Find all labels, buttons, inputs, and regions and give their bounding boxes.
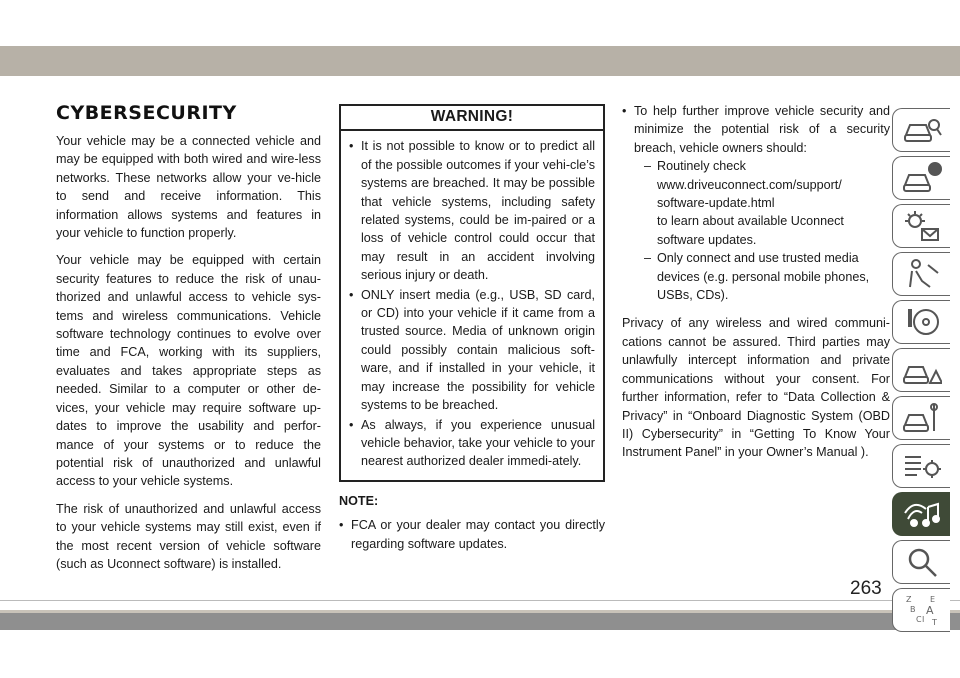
tab-airbag[interactable] <box>892 252 950 296</box>
index-icon <box>902 593 942 627</box>
paragraph-risk: The risk of unauthorized and unlawful access to your vehicle systems may still exist, even if the most recent version of vehicle software (such as Uconnect software) is installed. <box>56 501 321 571</box>
list-item: • As always, if you experience unusual vehicle behavior, take your vehicle to your nearest authorized dealer immedi-ately. <box>349 416 595 471</box>
warning-lights-icon <box>902 209 942 243</box>
emergency-icon <box>902 353 942 387</box>
note-label: NOTE: <box>339 493 379 508</box>
tab-search[interactable] <box>892 540 950 584</box>
column-1 <box>56 102 321 582</box>
tab-multimedia[interactable] <box>892 492 950 536</box>
list-item: • It is not possible to know or to predict all of the possible outcomes if your vehi-cle’s systems are breached. It may be possible that vehicle systems, including safety related systems, could be im-paired or a loss of vehicle control could occur that may result in an accident involving serious injury or death. <box>349 137 595 284</box>
index-letter: Z <box>905 595 911 604</box>
privacy-paragraph: Privacy of any wireless and wired communi-cations cannot be assured. Third parties may unlawfully intercept information and private communications without your consent. For further information, refer to “Data Collection & Privacy” in “Onboard Diagnostic System (OBD II) Cybersecurity” in “Getting To Know Your Instrument Panel” in your Owner’s Manual ). <box>622 316 890 460</box>
warning-title: WARNING! <box>341 106 603 131</box>
warning-box <box>339 104 605 482</box>
tab-emergency[interactable] <box>892 348 950 392</box>
footer-band <box>0 610 960 630</box>
starting-driving-icon <box>902 305 942 339</box>
paragraph-connected-vehicle: Your vehicle may be a connected vehicle and may be equipped with both wired and wire-less networks. These networks allow your ve-hicle to send and receive information. This information allows systems and features in your vehicle to function properly. <box>56 134 321 241</box>
tab-warning-lights[interactable] <box>892 204 950 248</box>
tab-car-key[interactable] <box>892 108 950 152</box>
header-band <box>0 46 960 76</box>
column-3 <box>622 102 890 471</box>
security-tips-list <box>622 102 890 304</box>
multimedia-icon <box>902 497 942 531</box>
service-icon <box>902 401 942 435</box>
index-letter: C <box>915 615 922 624</box>
list-item: • ONLY insert media (e.g., USB, SD card, or CD) into your vehicle if it came from a trusted source. Media of unknown origin could possibly contain malicious soft-ware, and if installed in your vehicle, it may increase the possibility for vehicle systems to be breached. <box>349 286 595 415</box>
index-letter: T <box>931 618 937 627</box>
tab-specifications[interactable] <box>892 444 950 488</box>
car-info-icon <box>902 161 942 195</box>
tab-starting-driving[interactable] <box>892 300 950 344</box>
list-item: • FCA or your dealer may contact you directly regarding software updates. <box>339 516 605 553</box>
airbag-icon <box>902 257 942 291</box>
search-icon <box>902 545 942 579</box>
tab-car-info[interactable] <box>892 156 950 200</box>
index-letter: E <box>929 595 935 604</box>
tab-index[interactable] <box>892 588 950 632</box>
routinely-text: – Routinely check <box>657 159 746 174</box>
learn-about-text: to learn about available Uconnect software updates. <box>657 214 844 247</box>
software-update-link[interactable]: www.driveuconnect.com/support/ software-update.html <box>657 177 842 211</box>
sub-list-item: – Only connect and use trusted media devices (e.g. personal mobile phones, USBs, CDs). <box>634 249 890 304</box>
column-2 <box>339 104 605 554</box>
sub-list-item <box>634 157 890 249</box>
tab-service[interactable] <box>892 396 950 440</box>
note-list <box>339 516 605 553</box>
page-number: 263 <box>850 578 882 599</box>
section-title: CYBERSECURITY <box>56 102 237 124</box>
footer-rule <box>0 600 960 601</box>
specifications-icon <box>902 449 942 483</box>
index-letter: B <box>909 605 915 614</box>
warning-list <box>349 137 595 470</box>
index-letter: I <box>921 615 924 624</box>
chapter-tabs <box>892 108 952 636</box>
tips-intro: To help further improve vehicle security and minimize the potential risk of a security breach, vehicle owners should: <box>634 104 890 155</box>
paragraph-security-features: Your vehicle may be equipped with certain security features to reduce the risk of unau-thorized and unlawful access to vehicle sys-tems and wireless communications. Vehicle software technology continues to evolve over time and FCA, working with its suppliers, evaluates and takes appropriate steps as needed. Similar to a computer or other de-vices, your vehicle may require software up-dates to improve the usability and perfor-mance of your systems or to reduce the potential risk of unauthorized and unlawful access to your vehicle systems. <box>56 253 321 489</box>
index-letter: A <box>925 604 934 617</box>
sub-list <box>634 157 890 304</box>
car-key-icon <box>902 113 942 147</box>
list-item <box>622 102 890 304</box>
